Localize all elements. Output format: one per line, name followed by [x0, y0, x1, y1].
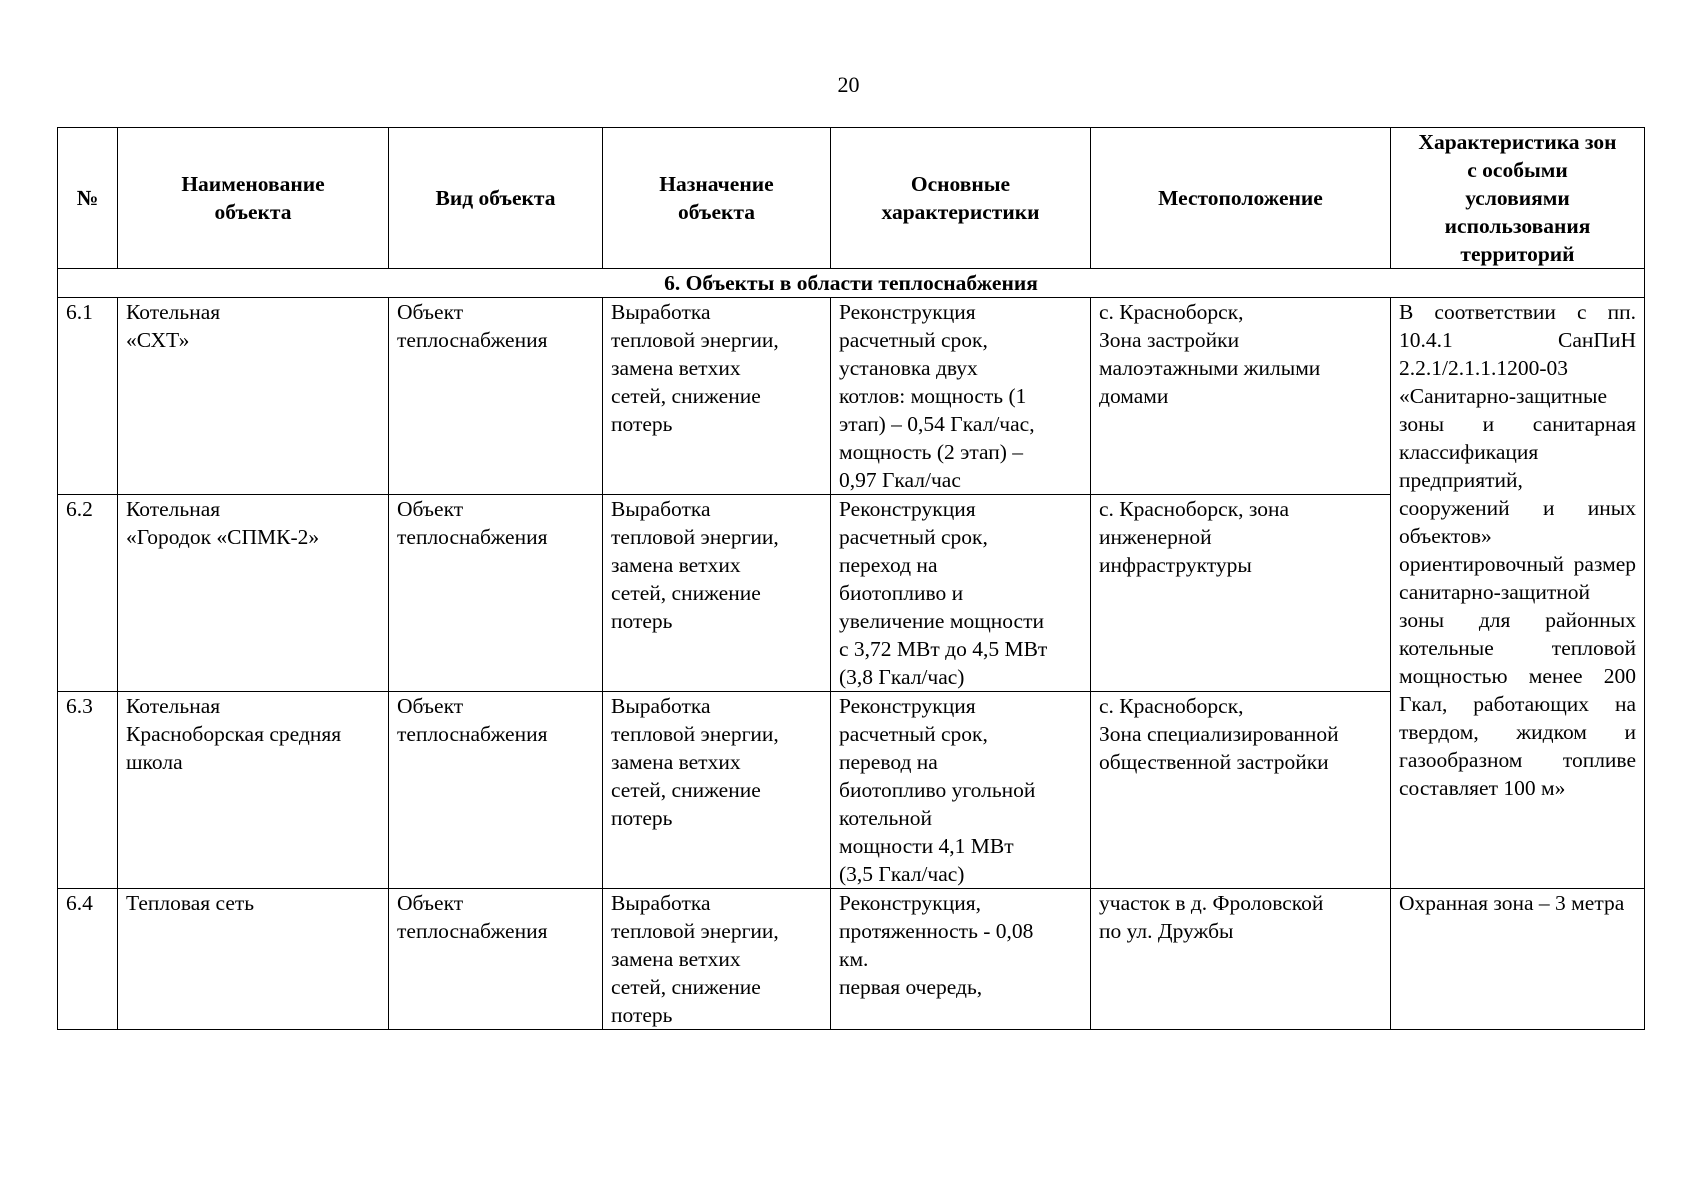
row-number: 6.2 [58, 495, 118, 692]
protection-zone-cell [1391, 889, 1645, 1030]
object-characteristics: Реконструкция расчетный срок, перевод на биотопливо угольной котельной мощности 4,1 МВт (3,5 Гкал/час) [831, 692, 1091, 889]
table-header-row [58, 128, 1645, 269]
header-object-name: Наименование объекта [118, 128, 389, 269]
object-location: с. Красноборск, Зона застройки малоэтажными жилыми домами [1091, 298, 1391, 495]
page-number: 20 [837, 72, 860, 97]
row-number: 6.4 [58, 889, 118, 1030]
header-object-type: Вид объекта [389, 128, 603, 269]
section-title: 6. Объекты в области теплоснабжения [58, 269, 1645, 298]
object-characteristics: Реконструкция, протяженность - 0,08 км. первая очередь, [831, 889, 1091, 1030]
object-location: участок в д. Фроловской по ул. Дружбы [1091, 889, 1391, 1030]
object-name: Котельная «Городок «СПМК-2» [118, 495, 389, 692]
heat-supply-objects-table [57, 127, 1645, 1030]
object-type: Объект теплоснабжения [389, 889, 603, 1030]
object-purpose: Выработка тепловой энергии, замена ветхих сетей, снижение потерь [603, 495, 831, 692]
merged-zone-characteristics [1391, 298, 1645, 889]
header-location: Местоположение [1091, 128, 1391, 269]
object-characteristics: Реконструкция расчетный срок, переход на биотопливо и увеличение мощности с 3,72 МВт до 4,5 МВт (3,8 Гкал/час) [831, 495, 1091, 692]
table-row [58, 298, 1645, 495]
object-name: Котельная «СХТ» [118, 298, 389, 495]
header-object-purpose: Назначение объекта [603, 128, 831, 269]
section-title-row [58, 269, 1645, 298]
header-special-zones: Характеристика зон с особыми условиями использования территорий [1391, 128, 1645, 269]
object-location: с. Красноборск, Зона специализированной общественной застройки [1091, 692, 1391, 889]
object-purpose: Выработка тепловой энергии, замена ветхих сетей, снижение потерь [603, 692, 831, 889]
object-type: Объект теплоснабжения [389, 298, 603, 495]
object-type: Объект теплоснабжения [389, 692, 603, 889]
object-name: Котельная Красноборская средняя школа [118, 692, 389, 889]
object-characteristics: Реконструкция расчетный срок, установка двух котлов: мощность (1 этап) – 0,54 Гкал/час, мощность (2 этап) – 0,97 Гкал/час [831, 298, 1091, 495]
object-name: Тепловая сеть [118, 889, 389, 1030]
object-purpose: Выработка тепловой энергии, замена ветхих сетей, снижение потерь [603, 298, 831, 495]
sanitary-zone-text: В соответствии с пп. 10.4.1 СанПиН 2.2.1/2.1.1.1200-03 «Санитарно-защитные зоны и санитарная классификация предприятий, сооружений и иных объектов» ориентировочный размер санитарно-защитной зоны для районных котельные тепловой мощностью менее 200 Гкал, работающих на твердом, жидком и газообразном топливе составляет 100 м» [1399, 300, 1636, 800]
object-purpose: Выработка тепловой энергии, замена ветхих сетей, снижение потерь [603, 889, 831, 1030]
row-number: 6.1 [58, 298, 118, 495]
header-main-characteristics: Основные характеристики [831, 128, 1091, 269]
row-number: 6.3 [58, 692, 118, 889]
table-row [58, 889, 1645, 1030]
header-number: № [58, 128, 118, 269]
protection-zone-text: Охранная зона – 3 метра [1399, 891, 1625, 915]
object-type: Объект теплоснабжения [389, 495, 603, 692]
object-location: с. Красноборск, зона инженерной инфраструктуры [1091, 495, 1391, 692]
